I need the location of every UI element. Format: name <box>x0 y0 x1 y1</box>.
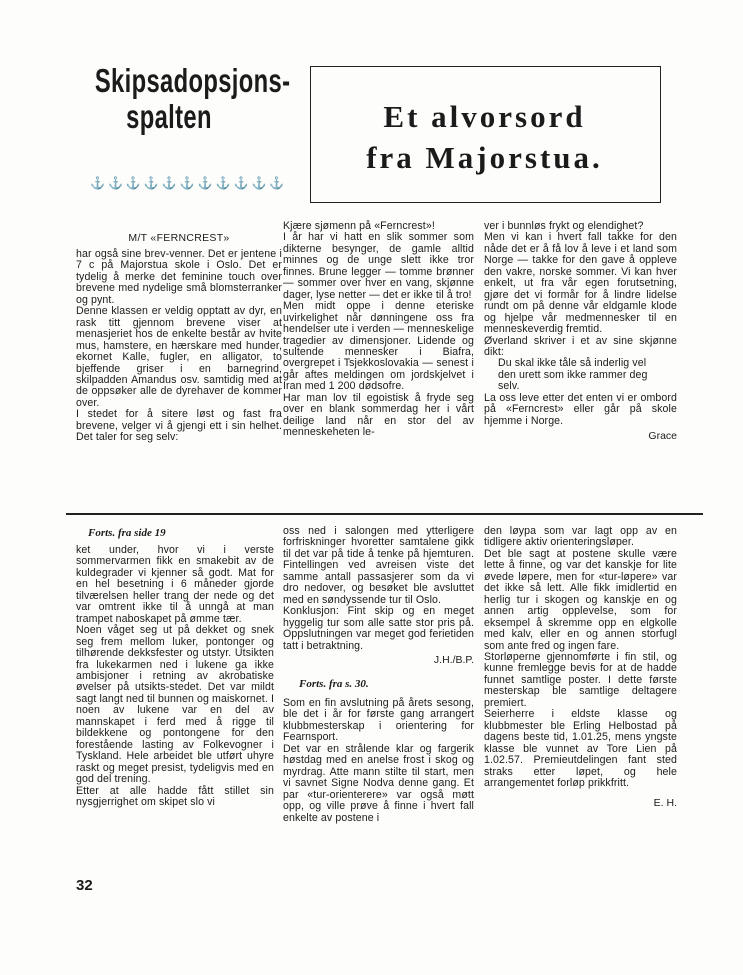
ship-heading: M/T «FERNCREST» <box>128 232 230 244</box>
lower-column-2-text: oss ned i salongen med ytterligere forfriskninger hvoretter samtalene gikk til det var på tide å tenke på hjemturen. Fintellingen ved avreisen viste det samme antall passasjerer som da vi dro nedover, og besøket ble avsluttet med en søndyssende tur til Oslo. Konklusjon: Fint skip og en meget hyggelig tur som alle satte stor pris på. Oppslutningen var meget god ferietiden tatt i betraktning. <box>283 525 474 652</box>
article-title: Et alvorsord fra Majorstua. <box>366 99 603 175</box>
upper-column-2: Kjære sjømenn på «Ferncrest»! I år har vi hatt en slik sommer som dikterne besynger, de gamle alltid minnes og de unge slett ikke tror finnes. Brune legger — tomme brønner — sommer over hver en vang, skjønne dager, lyse netter — det er ikke til å tro! Men midt oppe i denne eteriske uvirkelighet når dønningene oss fra hendelser ute i verden — menneskelige tragedier av dimensjoner. Lidende og sultende mennesker i Biafra, overgrepet i Tsjekkoslovakia — senest i går aftes meldingen om jordskjelvet i Iran med 1 200 dødsofre. Har man lov til egoistisk å fryde seg over en blank sommerdag her i vårt deilige land når en stor del av menneskeheten le- <box>283 220 474 439</box>
page-number: 32 <box>76 877 93 894</box>
lower-column-3-text: den løypa som var lagt opp av en tidligere aktiv orienteringsløper. Det ble sagt at postene skulle være lette å finne, og var det kanskje for lite øvede løpere, men for «tur-løpere» var det ikke så lett. Alle fikk imidlertid en herlig tur i skogen og kanskje en og annen artig opplevelse, som for eksempel å skremme opp en elgkolle med kalv, eller en og annen storfugl som ante fred og ingen fare. Storløperne gjennomførte i fin stil, og kunne fremlegge bevis for at de hadde funnet samtlige poster. I dette første mesterskap ble samtlige deltagere premiert. Seierherre i eldste klasse og klubbmester ble Erling Helbostad på dagens beste tid, 1.01.25, mens yngste klasse ble vunnet av Tore Lien på 1.02.57. Premieutdelingen fant sted straks etter løpet, og hele arrangementet forløp prikkfritt. <box>484 525 677 789</box>
continued-from-heading: Forts. fra side 19 <box>88 527 166 539</box>
lower-column-3 <box>484 526 677 809</box>
lower-column-2-text-b: Som en fin avslutning på årets sesong, ble det i år for første gang arrangert klubbmesterskap i orientering for Fearnsport. Det var en strålende klar og fargerik høstdag med en anelse frost i skog og myrdrag. Atte mann stilte til start, men vi savnet Signe Nodva denne gang. Et par «tur-orienterere» var også møtt opp, og ville prøve å finne i hvert fall enkelte av postene i <box>283 696 474 824</box>
continued-from-heading-2: Forts. fra s. 30. <box>299 677 369 690</box>
column-headline: Skipsadopsjons- spalten <box>94 62 291 135</box>
lower-column-1-text: ket under, hvor vi i verste sommervarmen fikk en smakebit av de kuldegrader vi kjenner så godt. Mat for en hel besetning i 6 måneder gjorde tilværelsen heller trang der nede og det var omtrent ikke til å unngå at man trampet naboskapet på ømme tær. Noen våget seg ut på dekket og snek seg frem mellom luker, pontonger og tilhørende dekksfester og utstyr. Utsikten fra lukekarmen ned i lukene ga ikke ambisjoner i retning av akrobatiske øvelser på utsikts-stedet. Det var mildt sagt langt ned til bunnen og maiskornet. I noen av lukene var en del av mannskapet i ferd med å rigge til bildekkene og pontongene for den forestående lasting av Folkevogner i Tyskland. Hele arbeidet ble utført uhyre raskt og meget presist, tydeligvis med en god del trening. Etter at alle hadde fått stillet sin nysgjerrighet om skipet slo vi <box>76 544 274 808</box>
poem-quote: Du skal ikke tåle så inderlig vel den urett som ikke rammer deg selv. <box>498 357 648 393</box>
lower-column-1 <box>76 527 274 808</box>
section-divider <box>66 513 703 515</box>
signature-grace: Grace <box>648 430 677 443</box>
upper-column-3 <box>484 221 677 442</box>
upper-column-1: har også sine brev-venner. Det er jentene i 7 c på Majorstua skole i Oslo. Det er tydelig å merke det feminine touch over brevene med nydelige små blomsterranker og pynt. Denne klassen er veldig opptatt av dyr, en rask titt gjennom brevene viser at menasjeriet hos de enkelte består av hvite mus, hamstere, en hærskare med hunder, ekornet Kalle, fugler, en alligator, to bjeffende griser i en barnegrind, skilpadden Amandus osv. samtidig med at de oppsøker alle de dyrehaver de kommer over. I stedet for å sitere løst og fast fra brevene, velger vi å gjengi ett i sin helhet. Det taler for seg selv: <box>76 248 282 444</box>
lower-column-2 <box>283 526 474 824</box>
upper-column-3-closing: La oss leve etter det enten vi er ombord på «Ferncrest» eller går på skole hjemme i Norge. <box>484 391 677 427</box>
upper-column-3-text: ver i bunnløs frykt og elendighet? Men vi kan i hvert fall takke for den nåde det er å få lov å leve i et land som Norge — takke for den gave å oppleve den vakre, norske sommer. Vi kan hver enkelt, ut fra vår egen forutsetning, gjøre det vi formår for å lindre lidelse rundt om på denne vår eldgamle klode og hjelpe vår medmennesker til en menneskeverdig fremtid. Øverland skriver i et av sine skjønne dikt: <box>484 220 677 358</box>
signature-jh-bp: J.H./B.P. <box>433 653 474 666</box>
anchor-ornament-row: ⚓⚓⚓⚓⚓⚓⚓⚓⚓⚓⚓ <box>90 176 288 190</box>
signature-eh: E. H. <box>653 797 677 810</box>
